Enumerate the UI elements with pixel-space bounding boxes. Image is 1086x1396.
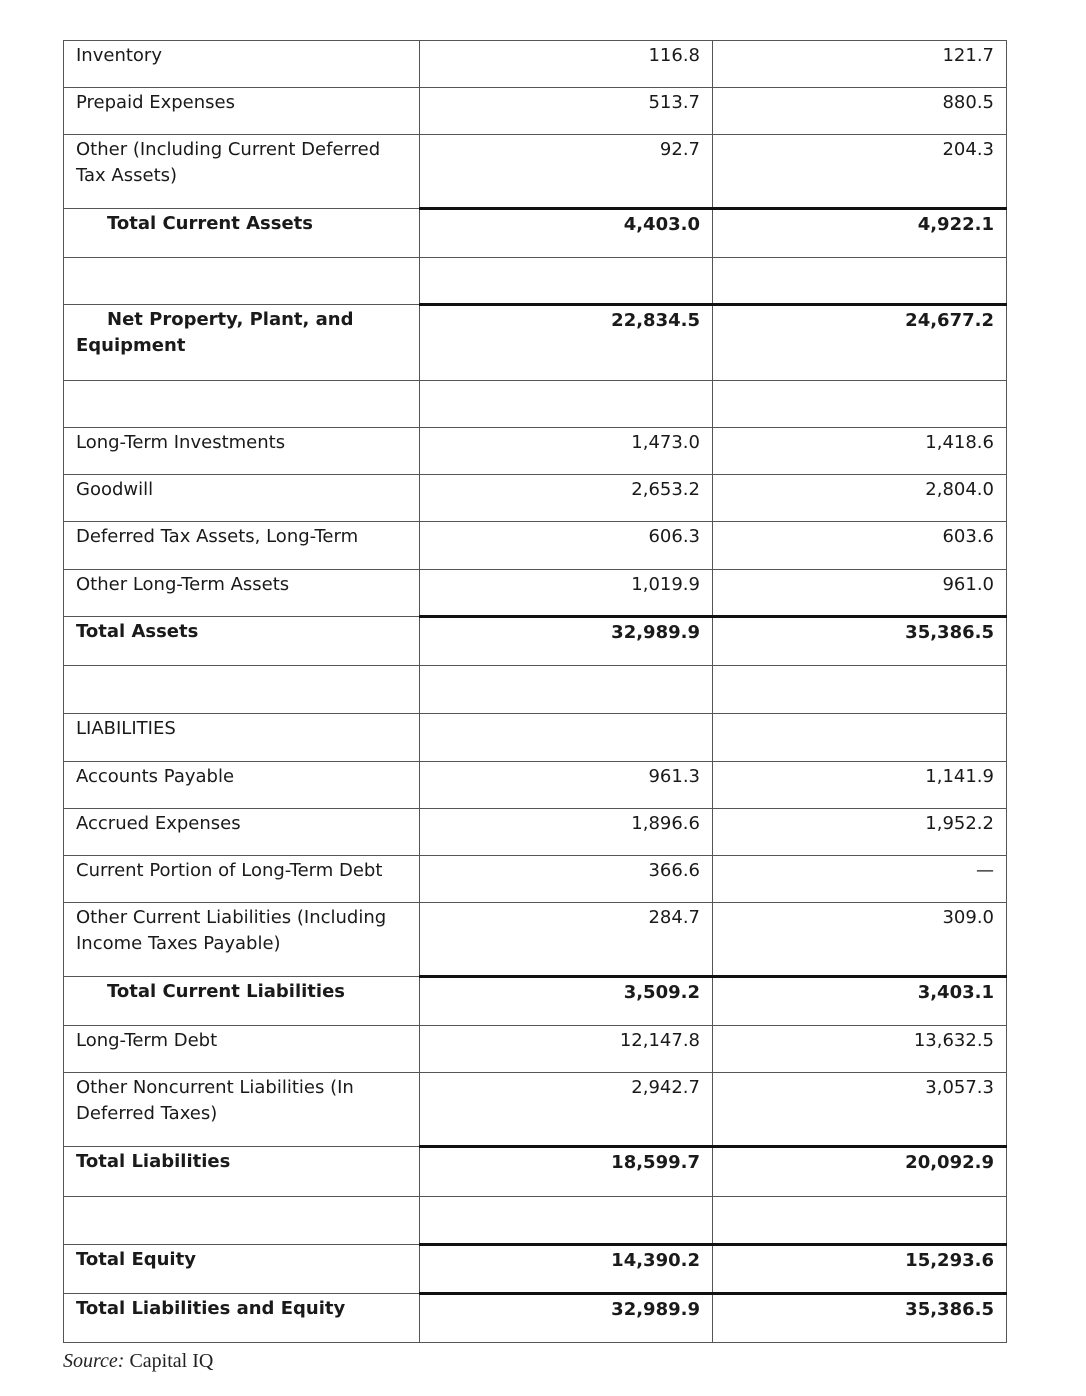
value-col-1 — [420, 617, 713, 666]
value-col-1-text: 12,147.8 — [619, 1030, 700, 1051]
value-col-2-text — [725, 714, 994, 716]
value-col-2-text: 3,403.1 — [917, 982, 994, 1003]
table-row — [64, 666, 1007, 714]
balance-sheet-body — [64, 41, 1007, 1343]
value-col-1-text: 1,896.6 — [631, 813, 700, 834]
value-col-2 — [713, 1197, 1007, 1245]
table-row — [64, 41, 1007, 88]
value-col-1 — [420, 1026, 713, 1073]
value-col-1-text: 18,599.7 — [611, 1152, 700, 1173]
row-label-text: Other Long-Term Assets — [76, 574, 290, 595]
value-col-2 — [713, 856, 1007, 903]
row-label-text: Inventory — [76, 45, 162, 66]
row-label-text: Total Equity — [76, 1249, 196, 1270]
row-label-text: Total Liabilities and Equity — [76, 1298, 346, 1319]
row-label-text — [76, 666, 407, 668]
row-label — [64, 428, 420, 475]
row-label — [64, 617, 420, 666]
row-label — [64, 305, 420, 381]
value-col-2 — [713, 1147, 1007, 1197]
value-col-1-text: 606.3 — [648, 526, 700, 547]
value-col-1-text: 1,473.0 — [631, 432, 700, 453]
row-label — [64, 762, 420, 809]
value-col-1 — [420, 809, 713, 856]
table-row — [64, 88, 1007, 135]
value-col-1 — [420, 666, 713, 714]
value-col-2 — [713, 135, 1007, 209]
value-col-1-text: 32,989.9 — [611, 622, 700, 643]
row-label — [64, 41, 420, 88]
table-row — [64, 475, 1007, 522]
value-col-1 — [420, 903, 713, 977]
row-label-text: Other Current Liabilities (Including Income Taxes Payable) — [76, 907, 387, 954]
value-col-2-text: 4,922.1 — [917, 214, 994, 235]
value-col-1 — [420, 1147, 713, 1197]
balance-sheet-table — [63, 40, 1007, 1343]
value-col-1-text: 366.6 — [648, 860, 700, 881]
row-label — [64, 258, 420, 305]
row-label-text: Total Liabilities — [76, 1151, 231, 1172]
row-label-text: Total Current Assets — [107, 213, 313, 234]
row-label-text — [76, 381, 407, 383]
value-col-2-text — [725, 666, 994, 668]
value-col-1-text: 3,509.2 — [623, 982, 700, 1003]
value-col-2 — [713, 428, 1007, 475]
value-col-2-text: 1,952.2 — [925, 813, 994, 834]
row-label — [64, 570, 420, 617]
value-col-2 — [713, 1026, 1007, 1073]
value-col-2-text — [725, 1197, 994, 1199]
value-col-1-text: 14,390.2 — [611, 1250, 700, 1271]
row-label — [64, 381, 420, 428]
row-label-text: Deferred Tax Assets, Long-Term — [76, 526, 359, 547]
row-label — [64, 809, 420, 856]
value-col-1-text — [432, 381, 700, 383]
value-col-2-text — [725, 258, 994, 260]
value-col-2-text: 204.3 — [942, 139, 994, 160]
value-col-2 — [713, 475, 1007, 522]
row-label-text: Accounts Payable — [76, 766, 235, 787]
value-col-2-text: 1,418.6 — [925, 432, 994, 453]
value-col-2 — [713, 381, 1007, 428]
row-label-text: Net Property, Plant, and Equipment — [76, 309, 354, 356]
value-col-1 — [420, 1197, 713, 1245]
value-col-1-text: 32,989.9 — [611, 1299, 700, 1320]
value-col-1 — [420, 381, 713, 428]
value-col-1 — [420, 88, 713, 135]
value-col-2-text: 13,632.5 — [913, 1030, 994, 1051]
value-col-1 — [420, 714, 713, 762]
table-row — [64, 617, 1007, 666]
value-col-2-text: 121.7 — [942, 45, 994, 66]
table-row — [64, 1073, 1007, 1147]
value-col-1 — [420, 522, 713, 570]
table-row — [64, 1197, 1007, 1245]
row-label-text: Prepaid Expenses — [76, 92, 235, 113]
value-col-1 — [420, 856, 713, 903]
value-col-2 — [713, 903, 1007, 977]
table-row — [64, 714, 1007, 762]
value-col-2 — [713, 209, 1007, 258]
row-label-text: Long-Term Debt — [76, 1030, 218, 1051]
value-col-2 — [713, 305, 1007, 381]
value-col-1-text: 1,019.9 — [631, 574, 700, 595]
value-col-1 — [420, 475, 713, 522]
table-row — [64, 381, 1007, 428]
value-col-2-text: 15,293.6 — [905, 1250, 994, 1271]
table-row — [64, 903, 1007, 977]
value-col-2 — [713, 1073, 1007, 1147]
value-col-2 — [713, 1245, 1007, 1294]
value-col-2-text: 603.6 — [942, 526, 994, 547]
value-col-2 — [713, 258, 1007, 305]
row-label — [64, 856, 420, 903]
row-label-text: Goodwill — [76, 479, 154, 500]
value-col-2 — [713, 1294, 1007, 1343]
value-col-1 — [420, 1245, 713, 1294]
row-label — [64, 1026, 420, 1073]
value-col-2-text: 35,386.5 — [905, 622, 994, 643]
table-row — [64, 762, 1007, 809]
table-row — [64, 809, 1007, 856]
row-label — [64, 1245, 420, 1294]
value-col-1-text: 116.8 — [648, 45, 700, 66]
value-col-1 — [420, 1294, 713, 1343]
value-col-1-text: 22,834.5 — [611, 310, 700, 331]
value-col-1-text: 2,653.2 — [631, 479, 700, 500]
table-row — [64, 570, 1007, 617]
row-label-text: LIABILITIES — [76, 718, 176, 739]
value-col-2 — [713, 617, 1007, 666]
row-label-text — [76, 1197, 407, 1199]
value-col-1-text: 4,403.0 — [623, 214, 700, 235]
row-label — [64, 666, 420, 714]
source-prefix: Source: — [63, 1350, 125, 1372]
row-label — [64, 88, 420, 135]
row-label — [64, 977, 420, 1026]
table-row — [64, 305, 1007, 381]
value-col-1-text — [432, 666, 700, 668]
value-col-2 — [713, 522, 1007, 570]
table-row — [64, 428, 1007, 475]
table-row — [64, 135, 1007, 209]
row-label — [64, 903, 420, 977]
row-label-text: Long-Term Investments — [76, 432, 286, 453]
value-col-2 — [713, 714, 1007, 762]
value-col-2 — [713, 762, 1007, 809]
value-col-1-text: 2,942.7 — [631, 1077, 700, 1098]
row-label-text: Current Portion of Long-Term Debt — [76, 860, 383, 881]
value-col-1-text — [432, 714, 700, 716]
value-col-2 — [713, 88, 1007, 135]
value-col-1 — [420, 209, 713, 258]
value-col-2 — [713, 666, 1007, 714]
value-col-2-text: 880.5 — [942, 92, 994, 113]
value-col-2-text: — — [976, 860, 994, 881]
table-row — [64, 1294, 1007, 1343]
table-row — [64, 1147, 1007, 1197]
table-row — [64, 209, 1007, 258]
value-col-1 — [420, 41, 713, 88]
value-col-1 — [420, 977, 713, 1026]
value-col-1-text — [432, 1197, 700, 1199]
value-col-2 — [713, 570, 1007, 617]
value-col-2-text: 3,057.3 — [925, 1077, 994, 1098]
row-label — [64, 522, 420, 570]
source-note — [63, 1350, 213, 1373]
value-col-2 — [713, 977, 1007, 1026]
value-col-1-text: 961.3 — [648, 766, 700, 787]
row-label-text: Other (Including Current Deferred Tax Assets) — [76, 139, 381, 186]
row-label — [64, 1147, 420, 1197]
table-row — [64, 1026, 1007, 1073]
row-label — [64, 1294, 420, 1343]
row-label-text: Accrued Expenses — [76, 813, 241, 834]
row-label — [64, 1197, 420, 1245]
value-col-2-text: 24,677.2 — [905, 310, 994, 331]
value-col-1 — [420, 762, 713, 809]
row-label-text — [76, 258, 407, 260]
value-col-2-text: 35,386.5 — [905, 1299, 994, 1320]
table-row — [64, 522, 1007, 570]
value-col-1-text: 513.7 — [648, 92, 700, 113]
row-label-text: Other Noncurrent Liabilities (In Deferred Taxes) — [76, 1077, 354, 1124]
value-col-1-text: 92.7 — [659, 139, 700, 160]
table-row — [64, 856, 1007, 903]
row-label-text: Total Assets — [76, 621, 199, 642]
value-col-1 — [420, 1073, 713, 1147]
value-col-2-text: 309.0 — [942, 907, 994, 928]
row-label — [64, 714, 420, 762]
row-label — [64, 135, 420, 209]
value-col-1 — [420, 258, 713, 305]
source-text: Capital IQ — [129, 1350, 214, 1372]
table-row — [64, 1245, 1007, 1294]
value-col-1 — [420, 135, 713, 209]
value-col-2 — [713, 809, 1007, 856]
value-col-2 — [713, 41, 1007, 88]
value-col-2-text: 20,092.9 — [905, 1152, 994, 1173]
row-label — [64, 475, 420, 522]
row-label — [64, 1073, 420, 1147]
row-label-text: Total Current Liabilities — [107, 981, 345, 1002]
value-col-1 — [420, 305, 713, 381]
value-col-1-text — [432, 258, 700, 260]
value-col-2-text — [725, 381, 994, 383]
row-label — [64, 209, 420, 258]
table-row — [64, 258, 1007, 305]
table-row — [64, 977, 1007, 1026]
value-col-2-text: 1,141.9 — [925, 766, 994, 787]
value-col-1 — [420, 570, 713, 617]
value-col-1 — [420, 428, 713, 475]
value-col-1-text: 284.7 — [648, 907, 700, 928]
value-col-2-text: 961.0 — [942, 574, 994, 595]
value-col-2-text: 2,804.0 — [925, 479, 994, 500]
